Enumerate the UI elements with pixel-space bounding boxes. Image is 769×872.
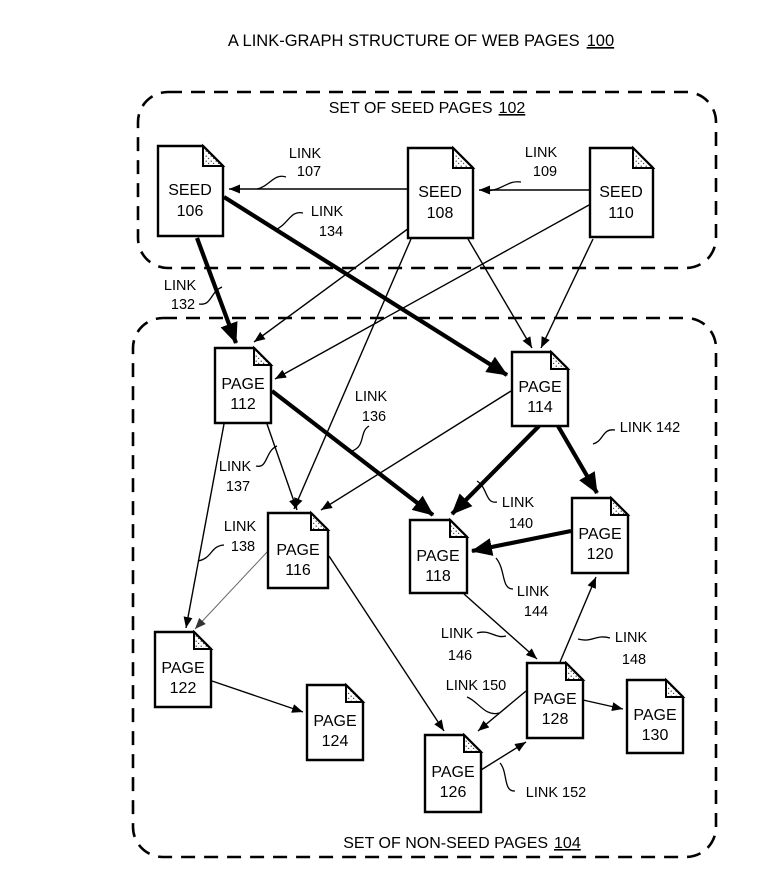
label-link-109: LINK 109 — [524, 145, 558, 180]
edge-link-148 — [560, 577, 596, 662]
edge-link-144 — [472, 531, 571, 551]
label-link-150: LINK 150 — [445, 678, 507, 694]
leader-link-142 — [593, 430, 615, 444]
node-page-128 — [527, 663, 583, 738]
label-link-107: LINK 107 — [288, 146, 322, 180]
label-link-144: LINK 144 — [516, 584, 550, 620]
label-link-132: LINK 132 — [163, 278, 197, 313]
node-page-130 — [627, 680, 683, 753]
node-page-112 — [215, 348, 271, 423]
edge-page128-page130 — [583, 700, 623, 709]
nonseed-set-label: SET OF NON-SEED PAGES 104 — [343, 835, 581, 852]
leader-link-146 — [477, 632, 506, 637]
edge-link-137 — [267, 424, 297, 510]
figure-title-ref: 100 — [586, 32, 615, 50]
label-link-148: LINK 148 — [614, 630, 648, 668]
edge-link-136 — [272, 391, 433, 515]
edge-link-152 — [481, 742, 526, 770]
svg-text:SEED106: SEED 106 — [168, 182, 212, 220]
node-page-122 — [155, 632, 211, 707]
leader-link-138 — [198, 545, 224, 561]
label-link-146: LINK 146 — [440, 626, 474, 664]
node-page-126 — [425, 735, 481, 812]
edge-link-138 — [186, 424, 224, 628]
node-page-114 — [512, 352, 568, 426]
svg-text:PAGE130: PAGE 130 — [633, 707, 677, 744]
edge-page116-page122 — [195, 551, 268, 629]
node-page-124 — [307, 685, 363, 760]
node-page-116 — [268, 513, 328, 588]
svg-text:PAGE124: PAGE 124 — [313, 713, 357, 750]
leader-link-148 — [578, 637, 610, 640]
edge-page122-page124 — [212, 681, 303, 712]
svg-text:SEED110: SEED 110 — [599, 184, 643, 222]
svg-text:PAGE116: PAGE 116 — [276, 542, 320, 579]
node-page-120 — [572, 498, 628, 573]
svg-text:SEED108: SEED 108 — [418, 184, 462, 222]
label-link-140: LINK 140 — [501, 495, 535, 532]
svg-text:PAGE112: PAGE 112 — [221, 376, 265, 413]
edge-link-142 — [558, 426, 597, 493]
leader-link-144 — [496, 558, 513, 589]
label-link-137: LINK 137 — [218, 459, 252, 495]
edge-seed110-page114 — [541, 239, 593, 348]
leader-link-134 — [275, 213, 303, 230]
leader-link-136 — [352, 426, 369, 451]
link-labels — [164, 145, 680, 801]
label-link-152: LINK 152 — [525, 785, 587, 801]
svg-text:PAGE122: PAGE 122 — [161, 660, 205, 697]
label-link-142: LINK 142 — [619, 420, 681, 436]
svg-text:PAGE128: PAGE 128 — [533, 691, 577, 728]
leader-link-150 — [467, 697, 499, 714]
seed-set-label: SET OF SEED PAGES 102 — [328, 100, 526, 117]
leader-link-152 — [500, 763, 515, 791]
node-seed-106 — [158, 146, 223, 236]
svg-text:PAGE114: PAGE 114 — [518, 379, 562, 416]
svg-text:PAGE118: PAGE 118 — [416, 548, 460, 585]
edge-seed108-page112 — [254, 228, 409, 342]
node-seed-110 — [590, 148, 653, 237]
edge-seed108-page114 — [468, 239, 532, 348]
figure-title-text: A LINK-GRAPH STRUCTURE OF WEB PAGES — [227, 32, 580, 50]
node-seed-108 — [408, 148, 473, 238]
leader-link-137 — [256, 446, 277, 466]
figure-title — [228, 32, 614, 50]
label-link-136: LINK 136 — [354, 389, 388, 425]
label-link-134: LINK 134 — [310, 204, 344, 240]
svg-text:PAGE126: PAGE 126 — [431, 764, 475, 801]
leader-link-140 — [477, 481, 497, 502]
leader-link-107 — [257, 176, 286, 189]
node-page-118 — [410, 520, 467, 593]
label-link-138: LINK 138 — [223, 519, 257, 555]
svg-text:PAGE120: PAGE 120 — [578, 526, 622, 563]
